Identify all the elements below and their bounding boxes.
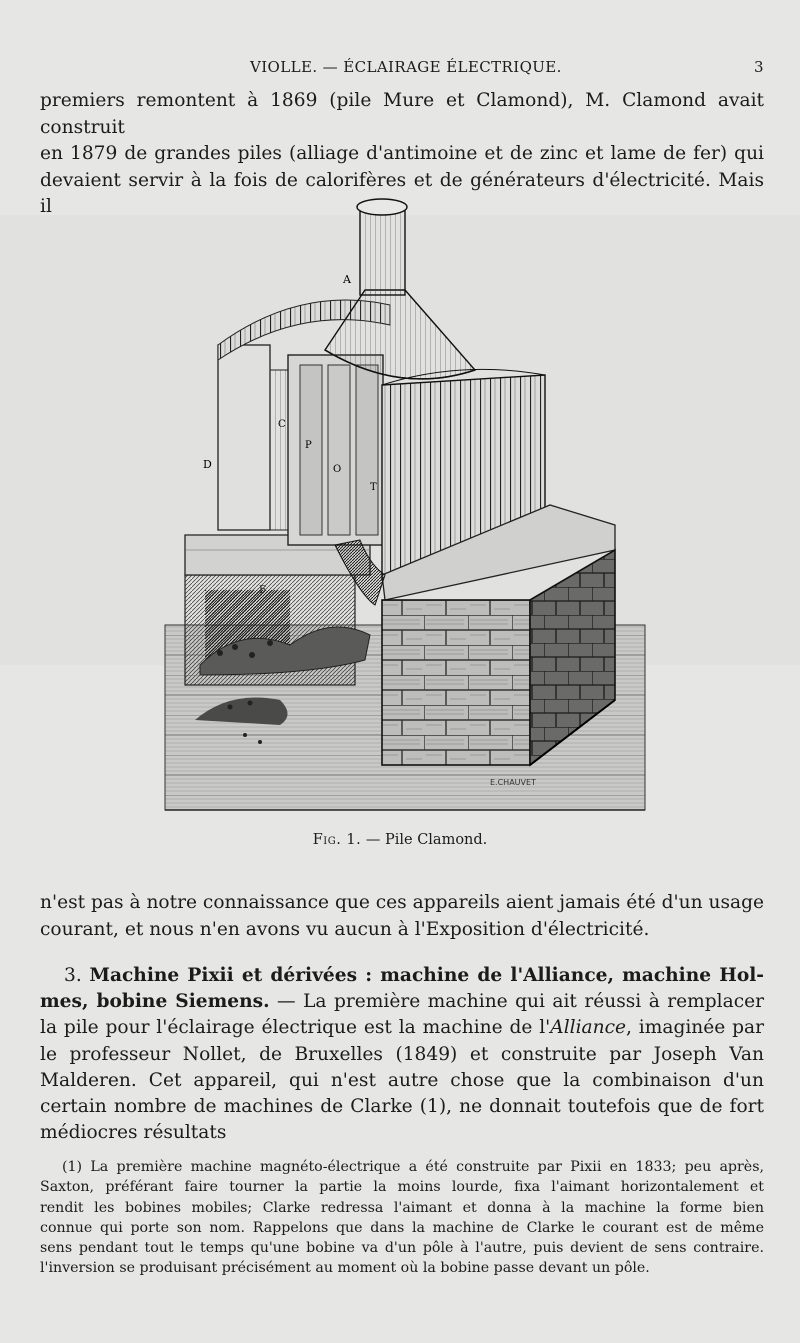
label-c: C (278, 419, 286, 430)
figure-pile-clamond (160, 195, 652, 815)
running-head (40, 58, 764, 82)
text-line: devaient servir à la fois de calorifères et de générateurs d'électricité. Mais il (40, 169, 764, 217)
text-line: en 1879 de grandes piles (alliage d'antimoine et de zinc et lame de fer) qui (40, 143, 764, 164)
footnote-line: Saxton, préférant faire tourner la partie la moins lourde, fixa l'aimant horizontalement et (40, 1179, 764, 1196)
page-number: 3 (754, 58, 764, 76)
footnote-line: connue qui porte son nom. Rappelons que dans la machine de Clarke le courant est de même (40, 1219, 764, 1236)
section-3 (40, 963, 764, 1146)
running-title: VIOLLE. — ÉCLAIRAGE ÉLECTRIQUE. (250, 58, 562, 76)
footnote-line: sens pendant tout le temps qu'une bobine va d'un pôle à l'autre, puis devient de sens contraire. (40, 1240, 764, 1257)
engraving-illustration (160, 195, 652, 815)
paragraph-after-figure (40, 890, 764, 943)
label-t: T (370, 482, 377, 493)
text-line: courant, et nous n'en avons vu aucun à l'Exposition d'électricité. (40, 918, 650, 940)
text-line: premiers remontent à 1869 (pile Mure et Clamond), M. Clamond avait construit (40, 90, 764, 138)
text-line: n'est pas à notre connaissance que ces appareils aient jamais été d'un usage (40, 892, 764, 913)
label-f: F (259, 585, 266, 596)
label-p: P (305, 440, 312, 451)
label-o: O (333, 464, 342, 475)
section-italic-alliance: Alliance (550, 1017, 627, 1039)
label-a: A (343, 273, 351, 286)
footnote-line: rendit les bobines mobiles; Clarke redressa l'aimant et donna à la machine la forme bien (40, 1199, 764, 1216)
section-number: 3. (64, 965, 90, 986)
engraver-signature: E.CHAUVET (490, 778, 536, 787)
section-text-1: — La première machine qui ait réussi à remplacer la pile pour l'éclairage électrique est la machine de l' (40, 991, 764, 1039)
section-heading: Machine Pixii et dérivées : machine de l'Alliance, machine Hol-mes, bobine Siemens. (40, 965, 765, 1013)
caption-label: Fig. 1. (312, 832, 362, 848)
footnote-line: (1) La première machine magnéto-électrique a été construite par Pixii en 1833; peu après, (62, 1159, 764, 1175)
section-text-2: , imaginée par le professeur Nollet, de Bruxelles (1849) et construite par Joseph Van Malderen. Cet appareil, qui n'est autre chose que la combinaison d'un certain nombre de machines de Clarke (1), ne donnait toutefois que de fort médiocres résultats (40, 1017, 764, 1144)
footnote (40, 1157, 764, 1279)
label-d: D (203, 458, 212, 471)
footnote-line: l'inversion se produisant précisément au moment où la bobine passe devant un pôle. (40, 1260, 650, 1277)
figure-caption (0, 832, 800, 848)
caption-text: — Pile Clamond. (361, 832, 488, 848)
